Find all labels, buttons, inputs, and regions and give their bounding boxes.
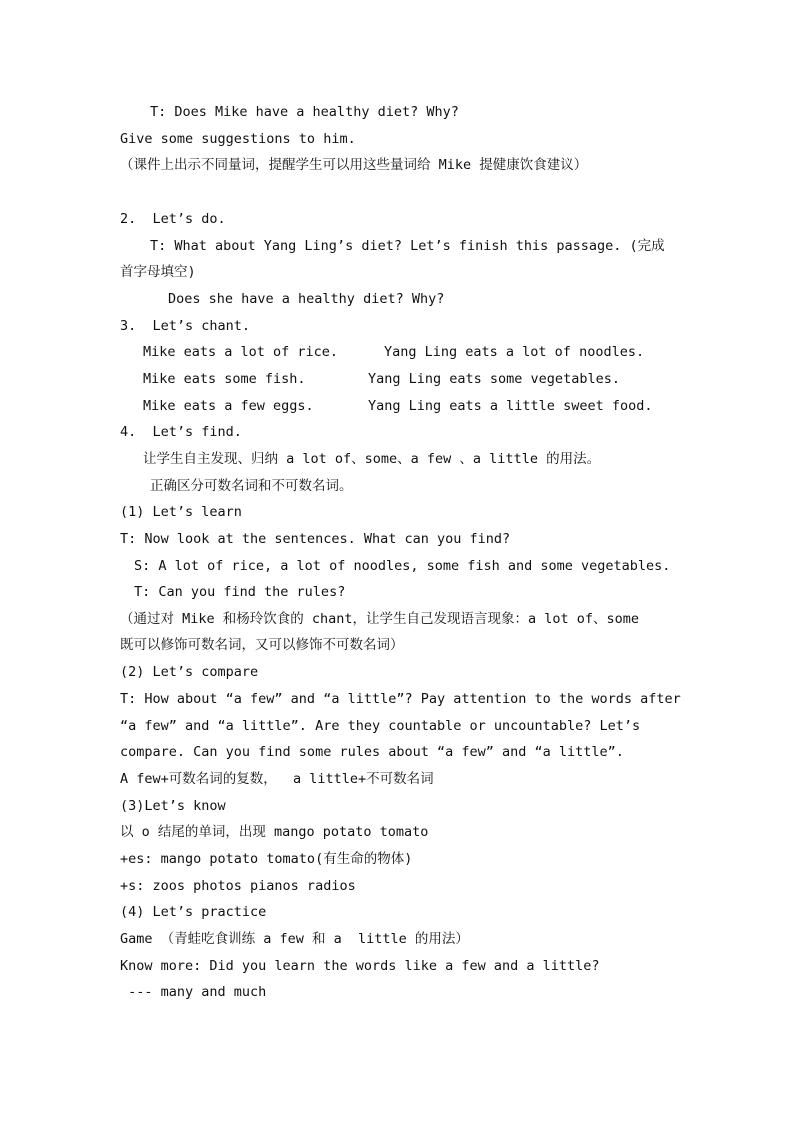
subsection-heading: (2) Let’s compare [120,664,259,680]
text-line: 正确区分可数名词和不可数名词。 [150,478,353,494]
text-line: +s: zoos photos pianos radios [120,878,356,894]
section-heading: 2. Let’s do. [120,211,226,227]
text-line: 让学生自主发现、归纳 a lot of、some、a few 、a little 的用法。 [143,451,601,467]
chant-line: Yang Ling eats a little sweet food. [368,398,653,414]
text-line: T: How about “a few” and “a little”? Pay attention to the words after [120,691,681,707]
chant-line: Yang Ling eats a lot of noodles. [384,344,645,360]
text-line: T: Can you find the rules? [134,584,346,600]
text-line: T: Does Mike have a healthy diet? Why? [150,104,459,120]
text-line: Know more: Did you learn the words like a few and a little? [120,958,600,974]
text-line: 以 o 结尾的单词，出现 mango potato tomato [120,824,429,840]
text-line: （课件上出示不同量词，提醒学生可以用这些量词给 Mike 提健康饮食建议） [120,157,588,173]
text-line: --- many and much [120,984,267,1000]
text-line: 首字母填空) [120,264,196,280]
section-heading: 3. Let’s chant. [120,318,251,334]
subsection-heading: (3)Let’s know [120,798,226,814]
text-line: A few+可数名词的复数， a little+不可数名词 [120,771,434,787]
text-line: Give some suggestions to him. [120,131,356,147]
chant-line: Mike eats some fish. [143,371,306,387]
text-line: （通过对 Mike 和杨玲饮食的 chant，让学生自己发现语言现象：a lot of、some [120,611,640,627]
text-line: Does she have a healthy diet? Why? [168,291,445,307]
text-line: S: A lot of rice, a lot of noodles, some fish and some vegetables. [134,558,671,574]
section-heading: 4. Let’s find. [120,424,242,440]
text-line: compare. Can you find some rules about “a few” and “a little”. [120,744,624,760]
text-line: T: What about Yang Ling’s diet? Let’s finish this passage. (完成 [150,238,665,254]
text-line: Game （青蛙吃食训练 a few 和 a little 的用法） [120,931,469,947]
text-line: 既可以修饰可数名词，又可以修饰不可数名词） [120,637,404,653]
text-line: +es: mango potato tomato(有生命的物体) [120,851,413,867]
chant-line: Mike eats a lot of rice. [143,344,339,360]
text-line: “a few” and “a little”. Are they countable or uncountable? Let’s [120,718,641,734]
subsection-heading: (1) Let’s learn [120,504,242,520]
subsection-heading: (4) Let’s practice [120,904,267,920]
text-line: T: Now look at the sentences. What can you find? [120,531,511,547]
chant-line: Mike eats a few eggs. [143,398,314,414]
chant-line: Yang Ling eats some vegetables. [368,371,620,387]
